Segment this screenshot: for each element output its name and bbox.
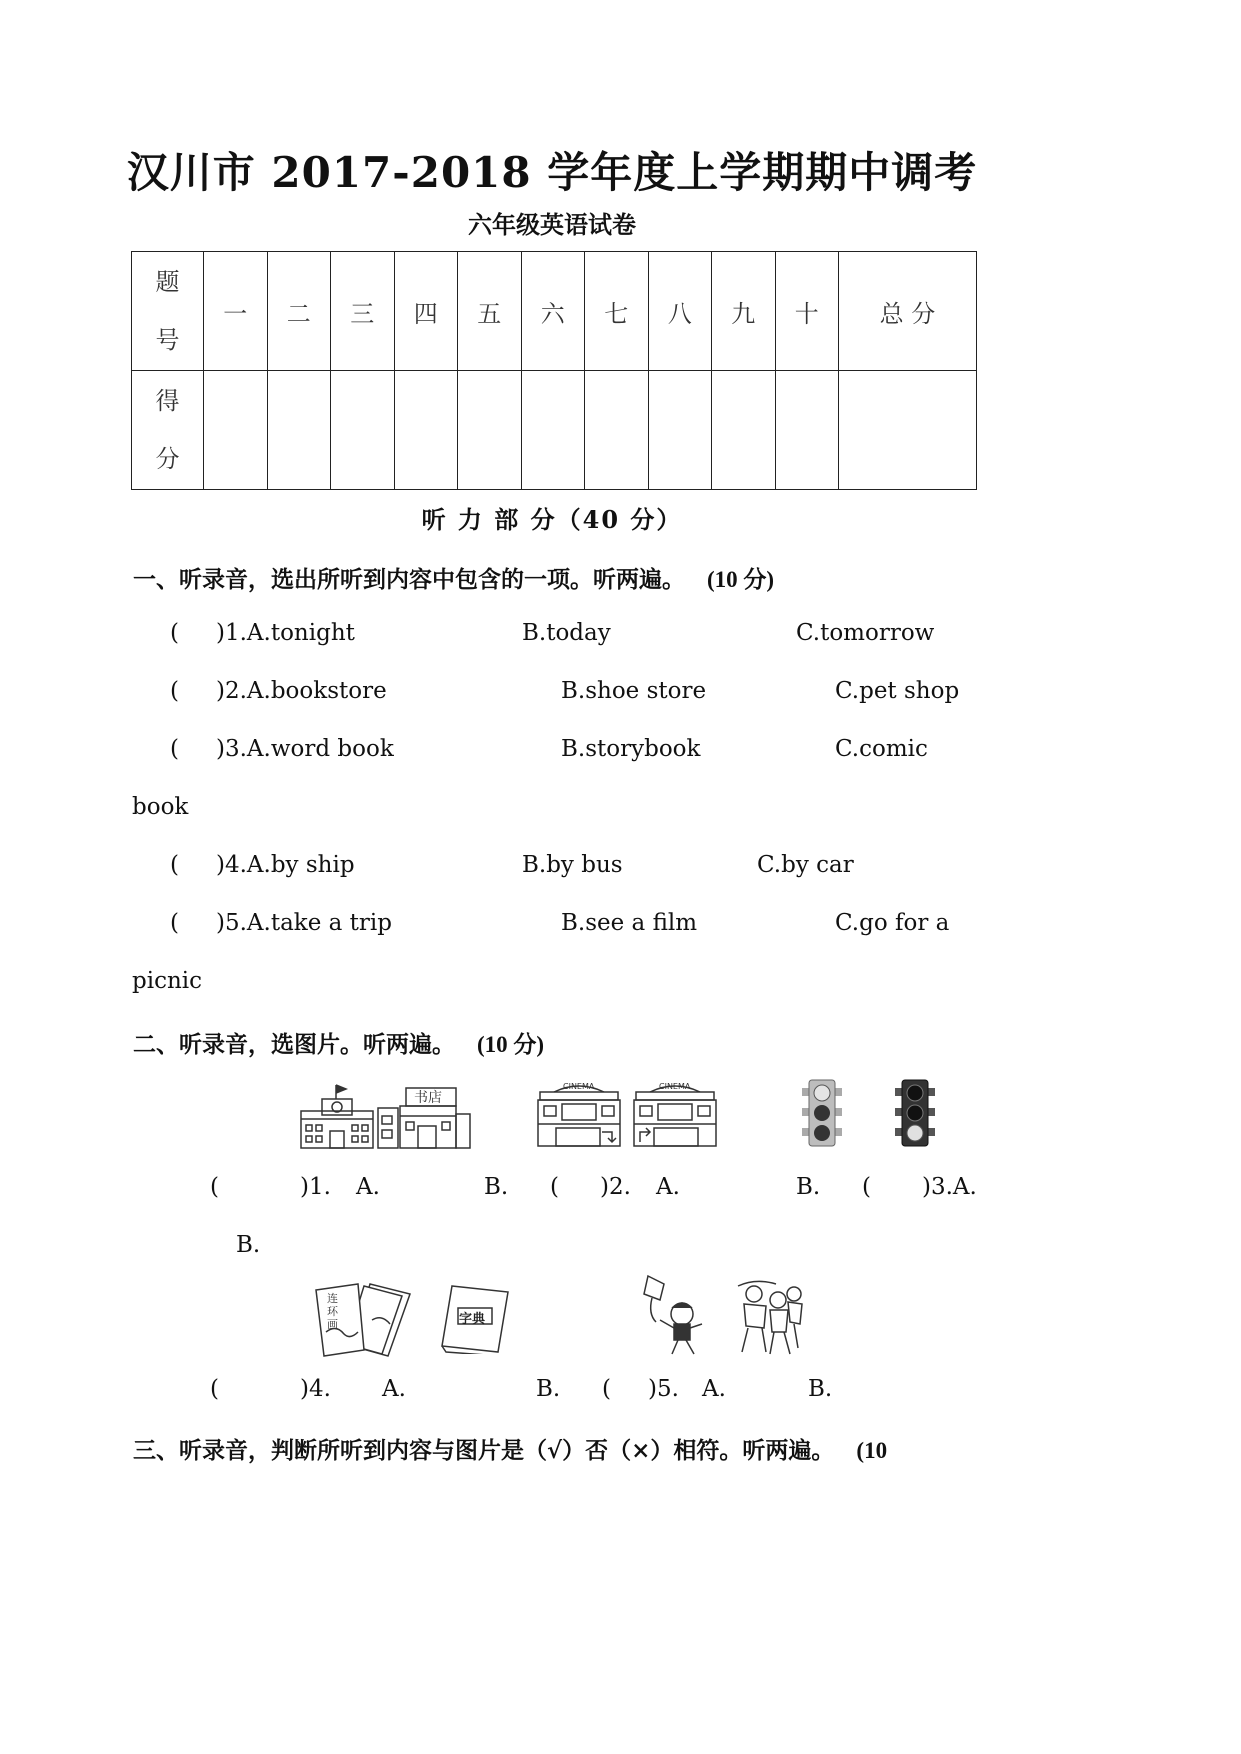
score-cell[interactable] xyxy=(712,371,776,490)
option-c: C.go for a xyxy=(835,910,950,936)
traffic-light-b-picture xyxy=(893,1078,937,1148)
question-number: )2. xyxy=(600,1174,631,1200)
boy-flying-kite-picture xyxy=(638,1274,710,1358)
answer-paren[interactable]: ( xyxy=(170,620,179,646)
section2-points: (10 分) xyxy=(477,1032,545,1057)
answer-paren[interactable]: ( xyxy=(862,1174,871,1200)
option-c: C.by car xyxy=(757,852,854,878)
option-b: B.today xyxy=(522,620,611,646)
option-a: )5.A.take a trip xyxy=(216,910,392,936)
answer-paren[interactable]: ( xyxy=(170,678,179,704)
score-cell[interactable] xyxy=(331,371,395,490)
row-header-score xyxy=(132,371,204,490)
option-b: B.storybook xyxy=(561,736,701,762)
row-header-question-number xyxy=(132,252,204,371)
bookstore-picture xyxy=(376,1086,472,1150)
option-b: B. xyxy=(236,1232,261,1258)
section3-points: (10 xyxy=(856,1438,888,1463)
question-number: )4. xyxy=(300,1376,331,1402)
option-b: B. xyxy=(484,1174,509,1200)
dictionary-picture xyxy=(438,1282,512,1354)
comic-book-picture xyxy=(312,1280,412,1358)
column-header: 一 xyxy=(204,252,268,371)
answer-paren[interactable]: ( xyxy=(210,1376,219,1402)
option-c-wrap: picnic xyxy=(132,968,203,994)
section1-title xyxy=(133,561,774,594)
option-a: )4.A.by ship xyxy=(216,852,355,878)
option-a: A. xyxy=(382,1376,406,1402)
column-header: 三 xyxy=(331,252,395,371)
option-b: B. xyxy=(536,1376,561,1402)
option-b: B.see a film xyxy=(561,910,698,936)
exam-title: 汉川市 2017-2018 学年度上学期期中调考 xyxy=(126,148,978,197)
question-number: )3.A. xyxy=(922,1174,977,1200)
column-header: 九 xyxy=(712,252,776,371)
answer-paren[interactable]: ( xyxy=(170,852,179,878)
option-c-wrap: book xyxy=(132,794,189,820)
section1-points: (10 分) xyxy=(707,567,775,592)
listening-heading: 听 力 部 分（40 分） xyxy=(421,505,683,534)
score-cell[interactable] xyxy=(521,371,585,490)
answer-paren[interactable]: ( xyxy=(170,736,179,762)
cinema-a-picture xyxy=(536,1080,622,1148)
question-number: )1. xyxy=(300,1174,331,1200)
option-c: C.tomorrow xyxy=(796,620,935,646)
option-b: B. xyxy=(796,1174,821,1200)
option-b: B.by bus xyxy=(522,852,623,878)
dictionary-text: 字典 xyxy=(459,1312,486,1327)
option-a: )1.A.tonight xyxy=(216,620,355,646)
answer-paren[interactable]: ( xyxy=(170,910,179,936)
section1-title-text: 一、听录音，选出所听到内容中包含的一项。听两遍。 xyxy=(133,566,685,593)
column-header: 六 xyxy=(521,252,585,371)
option-b: B.shoe store xyxy=(561,678,707,704)
section3-title-text: 三、听录音，判断所听到内容与图片是（√）否（×）相符。听两遍。 xyxy=(133,1437,835,1464)
row-header-char: 题 xyxy=(155,268,180,296)
cinema-sign: CINEMA xyxy=(659,1082,691,1091)
column-header: 七 xyxy=(585,252,649,371)
answer-paren[interactable]: ( xyxy=(550,1174,559,1200)
option-c: C.comic xyxy=(835,736,928,762)
column-header-total: 总 分 xyxy=(839,252,977,371)
school-building-picture xyxy=(300,1083,374,1149)
score-cell[interactable] xyxy=(775,371,839,490)
option-a: )3.A.word book xyxy=(216,736,394,762)
section2-title xyxy=(133,1026,544,1059)
cinema-b-picture xyxy=(632,1080,718,1148)
column-header: 八 xyxy=(648,252,712,371)
section3-title xyxy=(133,1432,887,1465)
answer-paren[interactable]: ( xyxy=(602,1376,611,1402)
row-header-char: 得 xyxy=(155,387,180,415)
column-header: 二 xyxy=(267,252,331,371)
score-cell[interactable] xyxy=(458,371,522,490)
score-table-header-row xyxy=(132,252,977,371)
score-cell-total[interactable] xyxy=(839,371,977,490)
score-cell[interactable] xyxy=(648,371,712,490)
score-table-score-row xyxy=(132,371,977,490)
column-header: 十 xyxy=(775,252,839,371)
option-a: )2.A.bookstore xyxy=(216,678,387,704)
option-c: C.pet shop xyxy=(835,678,960,704)
bookstore-sign: 书店 xyxy=(414,1090,442,1106)
question-number: )5. xyxy=(648,1376,679,1402)
row-header-char: 分 xyxy=(155,445,180,473)
option-a: A. xyxy=(656,1174,680,1200)
row-header-char: 号 xyxy=(155,326,180,354)
column-header: 四 xyxy=(394,252,458,371)
score-table xyxy=(131,251,977,490)
exam-subtitle: 六年级英语试卷 xyxy=(468,210,636,239)
section2-title-text: 二、听录音，选图片。听两遍。 xyxy=(133,1031,455,1058)
traffic-light-a-picture xyxy=(800,1078,844,1148)
score-cell[interactable] xyxy=(267,371,331,490)
comic-book-text: 连环画 xyxy=(327,1292,338,1331)
option-a: A. xyxy=(356,1174,380,1200)
option-b: B. xyxy=(808,1376,833,1402)
score-cell[interactable] xyxy=(585,371,649,490)
cinema-sign: CINEMA xyxy=(563,1082,595,1091)
picnic-family-picture xyxy=(736,1278,808,1358)
column-header: 五 xyxy=(458,252,522,371)
answer-paren[interactable]: ( xyxy=(210,1174,219,1200)
score-cell[interactable] xyxy=(394,371,458,490)
option-a: A. xyxy=(702,1376,726,1402)
score-cell[interactable] xyxy=(204,371,268,490)
